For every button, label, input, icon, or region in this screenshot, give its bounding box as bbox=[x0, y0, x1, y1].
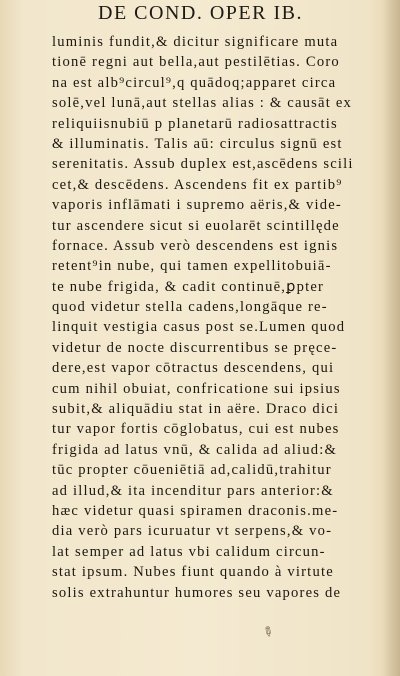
text-line: & illuminatis. Talis aū: circulus signū est bbox=[52, 135, 343, 152]
text-line: videtur de nocte discurrentibus se pręce- bbox=[52, 339, 338, 356]
running-head: DE COND. OPER IB. bbox=[98, 2, 303, 24]
text-line: dere,est vapor cōtractus descendens, qui bbox=[52, 360, 335, 377]
text-line: retent⁹in nube, qui tamen expellitobuiā- bbox=[52, 258, 332, 275]
feather-mark-icon: ✎ bbox=[258, 623, 277, 642]
text-line: quod videtur stella cadens,longāque re- bbox=[52, 299, 328, 316]
text-line: luminis fundit,& dicitur significare muta bbox=[52, 34, 339, 50]
text-line: reliquiisnubiū p planetarū radiosattractis bbox=[52, 115, 338, 132]
text-line: dia verò pars icuruatur vt serpens,& vo- bbox=[52, 523, 333, 540]
text-line: serenitatis. Assub duplex est,ascēdens scili bbox=[52, 156, 354, 173]
text-line: te nube frigida, & cadit continuē,ꝑpter bbox=[52, 278, 325, 295]
page-edge-shadow bbox=[382, 0, 400, 676]
text-line: cet,& descēdens. Ascendens fit ex partib⁹ bbox=[52, 176, 343, 193]
text-line: tūc propter cōueniētiā ad,calidū,trahitur bbox=[52, 462, 332, 479]
text-line: lat semper ad latus vbi calidum circun- bbox=[52, 543, 326, 560]
text-line: cum nihil obuiat, confricatione sui ipsius bbox=[52, 380, 341, 397]
text-line: vaporis inflāmati i supremo aëris,& vide- bbox=[52, 197, 342, 214]
text-line: hæc videtur quasi spiramen draconis.me- bbox=[52, 502, 339, 519]
text-line: frigida ad latus vnū, & calida ad aliud:& bbox=[52, 441, 338, 458]
text-line: tur vapor fortis cōglobatus, cui est nubes bbox=[52, 421, 340, 438]
body-text bbox=[52, 32, 392, 603]
text-line: stat ipsum. Nubes fiunt quando à virtute bbox=[52, 564, 334, 581]
text-line: solis extrahuntur humores seu vapores de bbox=[52, 584, 342, 601]
text-line: linquit vestigia casus post se.Lumen quod bbox=[52, 319, 346, 336]
text-line: ad illud,& ita incenditur pars anterior:& bbox=[52, 482, 334, 499]
text-line: na est alb⁹circul⁹,q quādoq;apparet circa bbox=[52, 74, 337, 91]
text-line: fornace. Assub verò descendens est ignis bbox=[52, 237, 339, 254]
text-line: tur ascendere sicut si euolarēt scintillęde bbox=[52, 217, 340, 234]
text-line: tionē regni aut bella,aut pestilētias. Coro bbox=[52, 54, 340, 71]
text-line: subit,& aliquādiu stat in aëre. Draco dici bbox=[52, 401, 340, 418]
text-line: solē,vel lunā,aut stellas alias : & causāt ex bbox=[52, 95, 352, 112]
